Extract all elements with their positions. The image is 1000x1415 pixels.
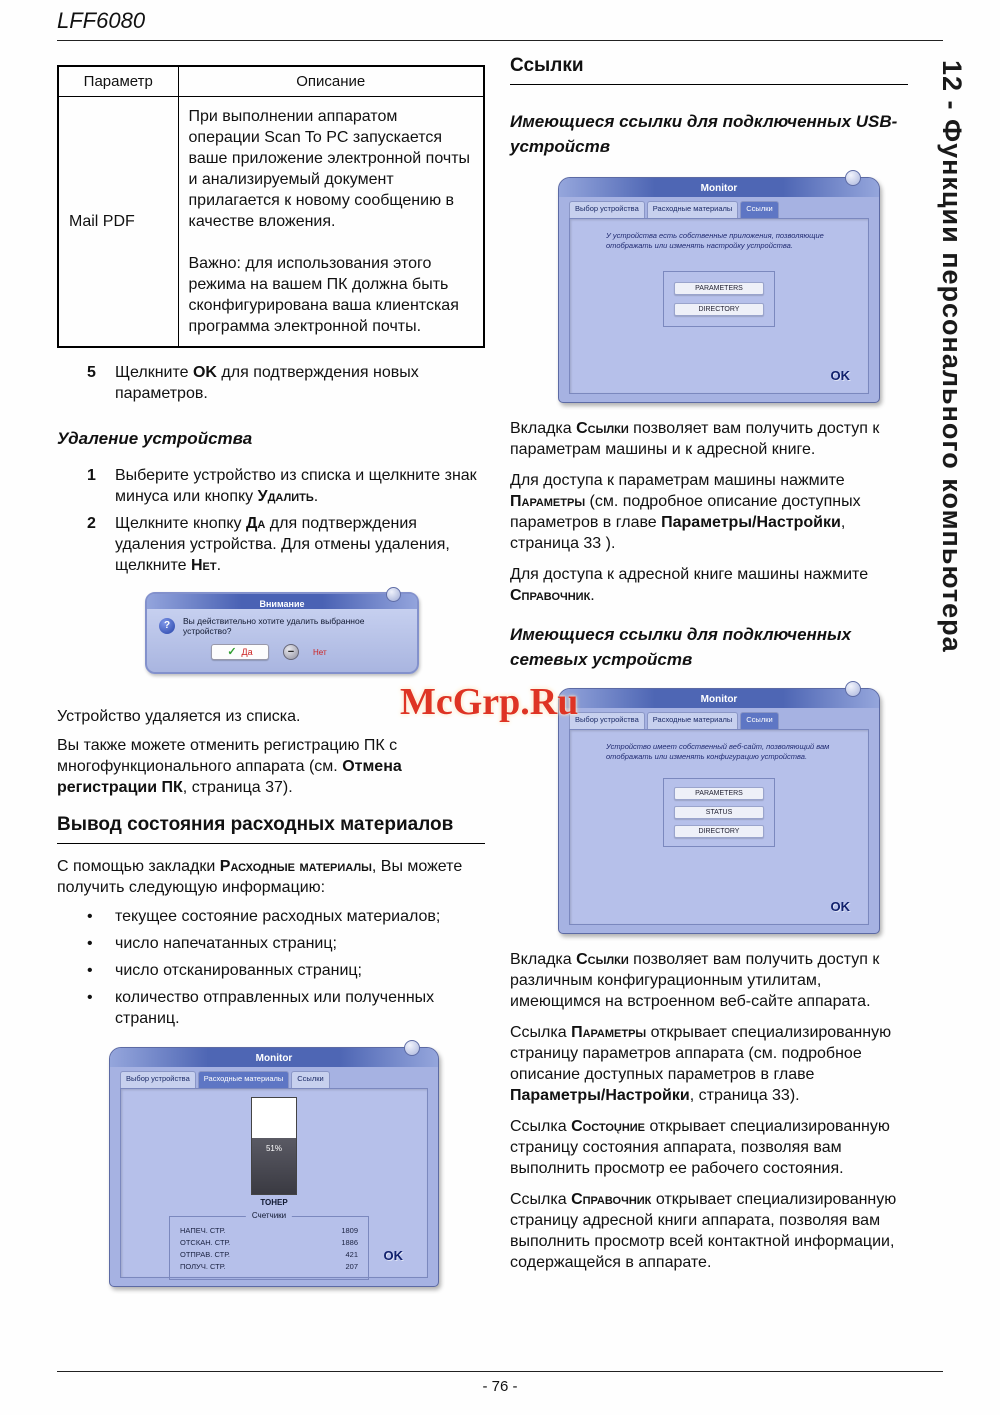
tab-links: Ссылки: [740, 201, 778, 218]
step-text: [115, 465, 485, 507]
counter-label: ПОЛУЧ. СТР.: [180, 1262, 226, 1271]
counter-label: ОТПРАВ. СТР.: [180, 1250, 230, 1259]
yes-button-label: Да: [241, 647, 253, 657]
dialog-buttons-row: [211, 644, 417, 660]
text-segment: Ссылка: [510, 1024, 572, 1041]
step-text: [115, 513, 485, 576]
window-content-panel: [569, 218, 869, 394]
subsection-heading-delete-device: Удаление устройства: [57, 429, 253, 448]
bullet-icon: •: [87, 962, 93, 979]
counter-value: 207: [345, 1262, 358, 1271]
counter-row: [180, 1250, 358, 1260]
desc-cell: [178, 97, 484, 348]
window-title: Monitor: [700, 694, 738, 705]
counter-row: [180, 1238, 358, 1248]
table-row: [58, 97, 484, 348]
paragraph-directory-access: [510, 564, 908, 606]
list-item-text: число отсканированных страниц;: [115, 962, 362, 979]
table-header-row: [58, 66, 484, 97]
paragraph-supplies-intro: [57, 856, 485, 898]
page-header-title: LFF6080: [57, 8, 146, 33]
list-item-text: число напечатанных страниц;: [115, 935, 337, 952]
help-icon: ?: [159, 618, 175, 634]
tab-supplies: Расходные материалы: [198, 1071, 290, 1088]
counter-value: 1809: [341, 1226, 358, 1235]
counter-label: НАПЕЧ. СТР.: [180, 1226, 226, 1235]
desc-paragraph-1: При выполнении аппаратом операции Scan To PC запускается ваше приложение электронной почты и анализируемый документ прилагается к новому сообщению в качестве вложения.: [188, 108, 471, 230]
bold-segment: Параметры/Настройки: [510, 1087, 690, 1104]
list-item-text: текущее состояние расходных материалов;: [115, 908, 441, 925]
table-header-desc: Описание: [178, 66, 484, 97]
toner-percent: 51%: [265, 1144, 282, 1154]
bullet-icon: •: [87, 908, 93, 925]
header-divider: [57, 40, 943, 41]
no-label: Нет: [313, 647, 327, 657]
text-segment: открывает специализированную страницу состояния аппарата, позволяя вам выполнить просмотр ее рабочего состояния.: [510, 1118, 890, 1177]
window-content-panel: [569, 729, 869, 925]
text-segment: (см. подробное описание доступных параметров в главе: [510, 493, 861, 531]
tab-links: Ссылки: [740, 712, 778, 729]
counters-title: Счетчики: [246, 1211, 292, 1220]
monitor-window-network-links: [558, 688, 880, 934]
window-knob-icon: [845, 681, 861, 697]
text-segment: Щелкните кнопку: [115, 515, 246, 532]
bold-segment: Параметры: [510, 493, 586, 510]
text-segment: Выберите устройство из списка и щелкните знак минуса или кнопку: [115, 467, 477, 505]
text-segment: , страница 33 ).: [510, 514, 846, 552]
list-item: [57, 906, 485, 927]
parameter-table: [57, 65, 485, 348]
ok-button: OK: [830, 368, 850, 383]
counter-row: [180, 1262, 358, 1272]
chapter-sidebar-label: 12 - Функции персонального компьютера: [937, 60, 967, 653]
paragraph-links-tab-network: [510, 949, 908, 1012]
monitor-window-supplies: [109, 1047, 439, 1287]
text-segment: .: [590, 587, 595, 604]
ok-button: OK: [383, 1248, 403, 1263]
step-item-2: [57, 513, 485, 576]
warning-dialog-screenshot: [145, 592, 419, 674]
window-title: Monitor: [700, 183, 738, 194]
section-heading-links: Ссылки: [510, 55, 908, 85]
text-segment: Для доступа к адресной книге машины нажмите: [510, 566, 869, 583]
text-segment: .: [216, 557, 222, 574]
dialog-titlebar: [147, 594, 417, 609]
bold-segment: Ссылки: [576, 951, 629, 968]
text-segment: Щелкните: [115, 364, 193, 381]
bold-segment: Расходные материалы: [219, 858, 372, 875]
dialog-message-row: [147, 609, 417, 636]
bullet-icon: •: [87, 935, 93, 952]
window-note-text: Устройство имеет собственный веб-сайт, позволяющий вам отображать или изменять конфигурацию устройства.: [606, 742, 830, 761]
text-segment: , страница 37).: [182, 779, 293, 796]
tab-supplies: Расходные материалы: [647, 201, 739, 218]
window-content-panel: [120, 1088, 428, 1278]
window-note-text: У устройства есть собственные приложения, позволяющие отображать или изменять настройку устройства.: [606, 231, 824, 250]
step-number: 1: [87, 467, 96, 484]
paragraph-link-parameters: [510, 1022, 908, 1106]
bold-segment: Параметры/Настройки: [661, 514, 841, 531]
text-segment: Ссылка: [510, 1118, 572, 1135]
bold-segment: OK: [192, 364, 217, 381]
supplies-bullet-list: [57, 906, 485, 1029]
ok-button: OK: [830, 899, 850, 914]
counter-value: 421: [345, 1250, 358, 1259]
window-title: Monitor: [255, 1053, 293, 1064]
paragraph-links-tab-usb: [510, 418, 908, 460]
step-text: [115, 362, 485, 404]
bold-segment: Удалить: [257, 488, 314, 505]
step-number: 5: [87, 364, 96, 381]
bold-segment: Справочник: [571, 1191, 652, 1208]
tab-device-select: Выбор устройства: [120, 1071, 196, 1088]
check-icon: ✓: [227, 645, 237, 658]
list-item-text: количество отправленных или полученных страниц.: [115, 989, 435, 1027]
toner-fill: [252, 1138, 296, 1194]
text-segment: позволяет вам получить доступ к различным конфигурационным утилитам, имеющимся на встроенном веб-сайте аппарата.: [510, 951, 880, 1010]
directory-button: DIRECTORY: [674, 303, 764, 316]
text-segment: для подтверждения удаления устройства. Для отмены удаления, щелкните: [115, 515, 450, 574]
window-titlebar: [559, 178, 879, 197]
dialog-close-icon: [386, 587, 401, 602]
links-button-box: [663, 778, 775, 847]
monitor-window-usb-links: [558, 177, 880, 403]
parameters-button: PARAMETERS: [674, 787, 764, 800]
bold-segment: Да: [246, 515, 266, 532]
toner-gauge: [251, 1097, 297, 1195]
tab-device-select: Выбор устройства: [569, 712, 645, 729]
minus-button: [283, 644, 299, 660]
minus-icon: −: [287, 646, 295, 658]
dialog-title: Внимание: [259, 599, 305, 609]
paragraph-device-removed: Устройство удаляется из списка.: [57, 708, 301, 725]
tab-links: Ссылки: [291, 1071, 329, 1088]
tab-device-select: Выбор устройства: [569, 201, 645, 218]
left-column: [57, 65, 485, 1287]
step-item-5: [57, 362, 485, 404]
paragraph-parameters-access: [510, 470, 908, 554]
text-segment: , Вы можете получить следующую информацию:: [57, 858, 463, 896]
bold-segment: Параметры: [571, 1024, 647, 1041]
paragraph-link-directory: [510, 1189, 908, 1273]
bold-segment: Состоųние: [571, 1118, 646, 1135]
text-segment: Вы также можете отменить регистрацию ПК с многофункционального аппарата (см.: [57, 737, 398, 775]
counter-value: 1886: [341, 1238, 358, 1247]
subsection-heading-network-links: Имеющиеся ссылки для подключенных сетевых устройств: [510, 625, 852, 669]
tab-supplies: Расходные материалы: [647, 712, 739, 729]
text-segment: , страница 33).: [689, 1087, 800, 1104]
status-button: STATUS: [674, 806, 764, 819]
bold-segment: Справочник: [510, 587, 591, 604]
bold-segment: Нет: [190, 557, 217, 574]
text-segment: Вкладка: [510, 420, 577, 437]
text-segment: для подтверждения новых параметров.: [115, 364, 419, 402]
page-number: - 76 -: [482, 1378, 518, 1395]
text-segment: .: [313, 488, 319, 505]
footer-divider: [57, 1371, 943, 1372]
table-header-param: Параметр: [58, 66, 178, 97]
text-segment: открывает специализированную страницу адресной книги аппарата, позволяя вам выполнить просмотр всей контактной информации, содержащейся в аппарате.: [510, 1191, 897, 1271]
bold-segment: Ссылки: [576, 420, 629, 437]
window-tabs: [559, 708, 879, 729]
window-titlebar: [559, 689, 879, 708]
bullet-icon: •: [87, 989, 93, 1006]
step-item-1: [57, 465, 485, 507]
text-segment: Вкладка: [510, 951, 577, 968]
counter-label: ОТСКАН. СТР.: [180, 1238, 231, 1247]
toner-label: ТОНЕР: [260, 1198, 288, 1207]
window-knob-icon: [845, 170, 861, 186]
window-tabs: [559, 197, 879, 218]
list-item: [57, 987, 485, 1029]
list-item: [57, 933, 485, 954]
parameters-button: PARAMETERS: [674, 282, 764, 295]
counter-row: [180, 1226, 358, 1236]
window-knob-icon: [404, 1040, 420, 1056]
subsection-heading-usb-links: Имеющиеся ссылки для подключенных USB-устройств: [510, 112, 898, 156]
counters-box: [169, 1211, 369, 1280]
text-segment: С помощью закладки: [57, 858, 220, 875]
window-titlebar: [110, 1048, 438, 1067]
links-button-box: [663, 271, 775, 327]
paragraph-link-status: [510, 1116, 908, 1179]
step-number: 2: [87, 515, 96, 532]
text-segment: Ссылка: [510, 1191, 572, 1208]
param-cell: Mail PDF: [58, 97, 178, 348]
text-segment: открывает специализированную страницу параметров аппарата (см. подробное описание доступных параметров в главе: [510, 1024, 892, 1083]
directory-button: DIRECTORY: [674, 825, 764, 838]
yes-button: [211, 644, 269, 660]
right-column: [510, 55, 908, 1273]
list-item: [57, 960, 485, 981]
desc-paragraph-2: Важно: для использования этого режима на вашем ПК должна быть сконфигурирована ваша клиентская программа электронной почты.: [188, 255, 459, 335]
text-segment: Для доступа к параметрам машины нажмите: [510, 472, 845, 489]
paragraph-unregister-pc: [57, 735, 485, 798]
watermark-text: McGrp.Ru: [400, 681, 579, 723]
dialog-message: Вы действительно хотите удалить выбранное устройство?: [183, 616, 365, 636]
text-segment: позволяет вам получить доступ к параметрам машины и к адресной книге.: [510, 420, 880, 458]
section-heading-supplies: Вывод состояния расходных материалов: [57, 814, 485, 844]
bold-segment: Отмена регистрации ПК: [57, 758, 402, 796]
window-tabs: [110, 1067, 438, 1088]
